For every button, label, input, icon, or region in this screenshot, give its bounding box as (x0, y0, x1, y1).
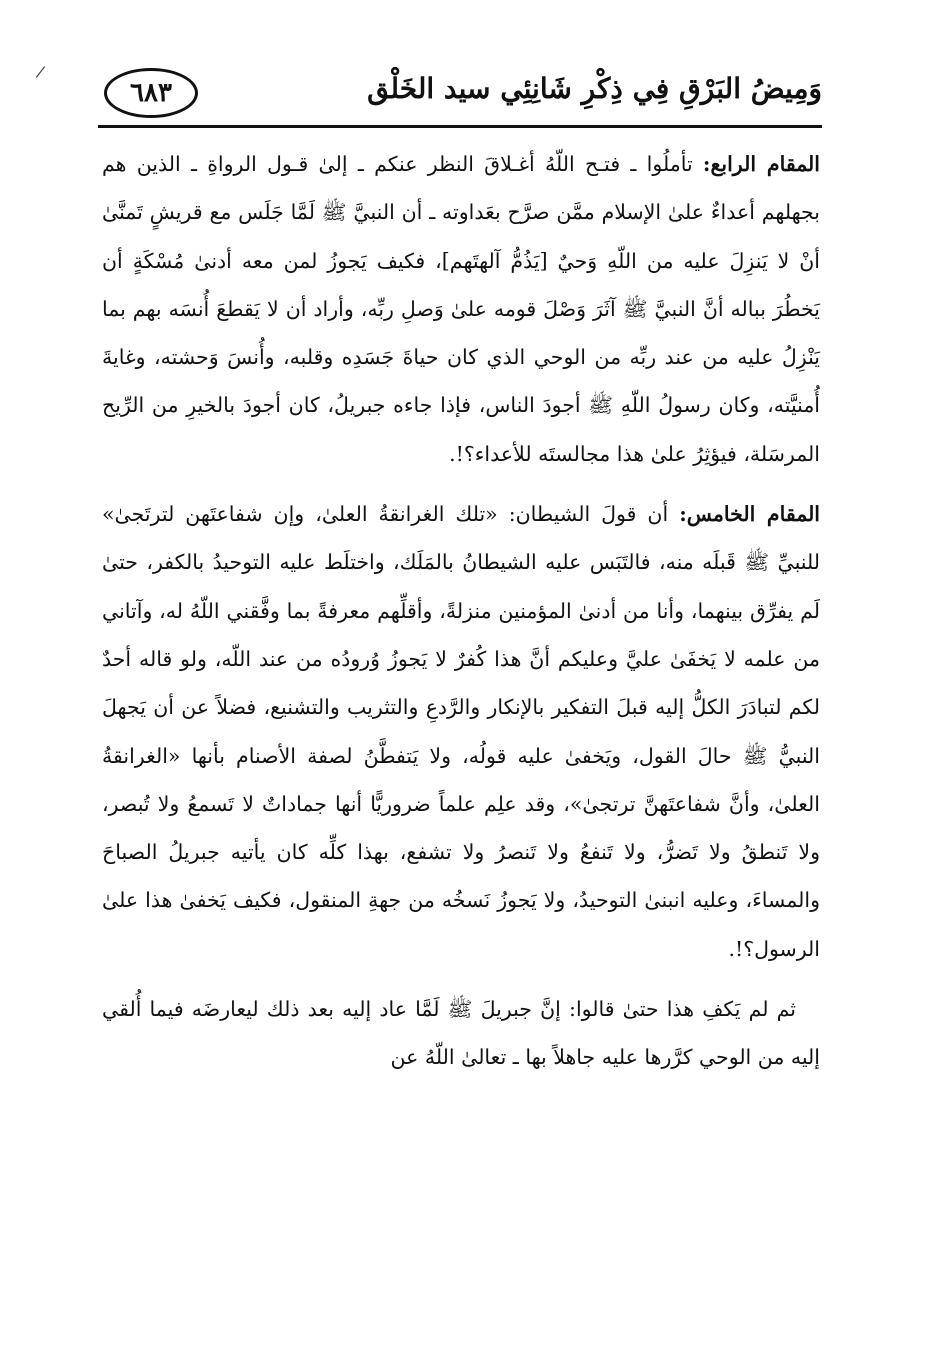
paragraph-continuation (102, 985, 820, 1082)
body-text (102, 140, 820, 1094)
running-title: وَمِيضُ البَرْقِ فِي ذِكْرِ شَانِئِي سيد الخَلْق (367, 72, 822, 105)
stray-ink-mark: / (34, 61, 47, 82)
page-header (98, 66, 822, 128)
paragraph-fourth-station (102, 140, 820, 478)
header-rule (98, 125, 822, 128)
paragraph-text: تأملُوا ـ فتـح اللّهُ أغـلاقَ النظر عنكم ـ إلىٰ قـول الرواةِ ـ الذين هم بجهلهم أعداءٌ علىٰ الإسلام ممَّن صرَّح بعَداوته ـ أن النبيَّ ﷺ لَمَّا جَلَس مع قريشٍ تَمنَّىٰ أنْ لا يَنزِلَ عليه من اللّهِ وَحيٌ [يَذُمُّ آلهتَهم]، فكيف يَجوزُ لمن معه أدنىٰ مُسْكَةٍ أن يَخطُرَ بباله أنَّ النبيَّ ﷺ آثَرَ وَصْلَ قومه علىٰ وَصلِ ربِّه، وأراد أن لا يَقطعَ أُنسَه بهم بما يَنْزِلُ عليه من عند ربِّه من الوحي الذي كان حياةَ جَسَدِه وقلبه، وأُنسَ وَحشته، وغايةَ أُمنيَّته، وكان رسولُ اللّهِ ﷺ أجودَ الناس، فإذا جاءه جبريلُ، كان أجودَ بالخيرِ من الرِّيح المرسَلة، فيؤثِرُ علىٰ هذا مجالستَه للأعداء؟!. (102, 152, 820, 466)
section-label: المقام الخامس: (679, 502, 821, 527)
paragraph-text: أن قولَ الشيطان: «تلك الغرانقةُ العلىٰ، وإن شفاعتَهن لترتَجىٰ» للنبيِّ ﷺ قَبلَه منه، فالتَبَس عليه الشيطانُ بالمَلَك، واختلَط عليه التوحيدُ بالكفر، حتىٰ لَم يفرِّق بينهما، وأنا من أدنىٰ المؤمنين منزلةً، وأقلِّهم معرفةً بما وفَّقني اللّهُ له، وآتاني من علمه لا يَخفَىٰ عليَّ وعليكم أنَّ هذا كُفرٌ لا يَجوزُ وُرودُه من عند اللّه، ولو قاله أحدٌ لكم لتبادَرَ الكلُّ إليه قبلَ التفكير بالإنكار والرَّدعِ والتثريب والتشنيع، فضلاً عن أن يَجهلَ النبيُّ ﷺ حالَ القول، ويَخفىٰ عليه قولُه، ولا يَتفطَّنُ لصفة الأصنام بأنها «الغرانقةُ العلىٰ، وأنَّ شفاعتَهنَّ ترتجىٰ»، وقد علِم علماً ضروريًّا أنها جماداتٌ لا تَسمعُ ولا تُبصر، ولا تَنطقُ ولا تَضرُّ، ولا تَنفعُ ولا تَنصرُ ولا تشفع، بهذا كلِّه كان يأتيه جبريلُ الصباحَ والمساءَ، وعليه انبنىٰ التوحيدُ، ولا يَجوزُ نَسخُه من جهةِ المنقول، فكيف يَخفىٰ هذا علىٰ الرسول؟!. (102, 502, 820, 961)
paragraph-fifth-station (102, 490, 820, 973)
section-label: المقام الرابع: (702, 152, 821, 176)
page-number-oval (104, 68, 198, 118)
page-number: ٦٨٣ (130, 78, 172, 108)
paragraph-text: ثم لم يَكفِ هذا حتىٰ قالوا: إنَّ جبريلَ ﷺ لَمَّا عاد إليه بعد ذلك ليعارضَه فيما أُلقي إليه من الوحي كرَّرها عليه جاهلاً بها ـ تعالىٰ اللّهُ عن (102, 997, 820, 1070)
